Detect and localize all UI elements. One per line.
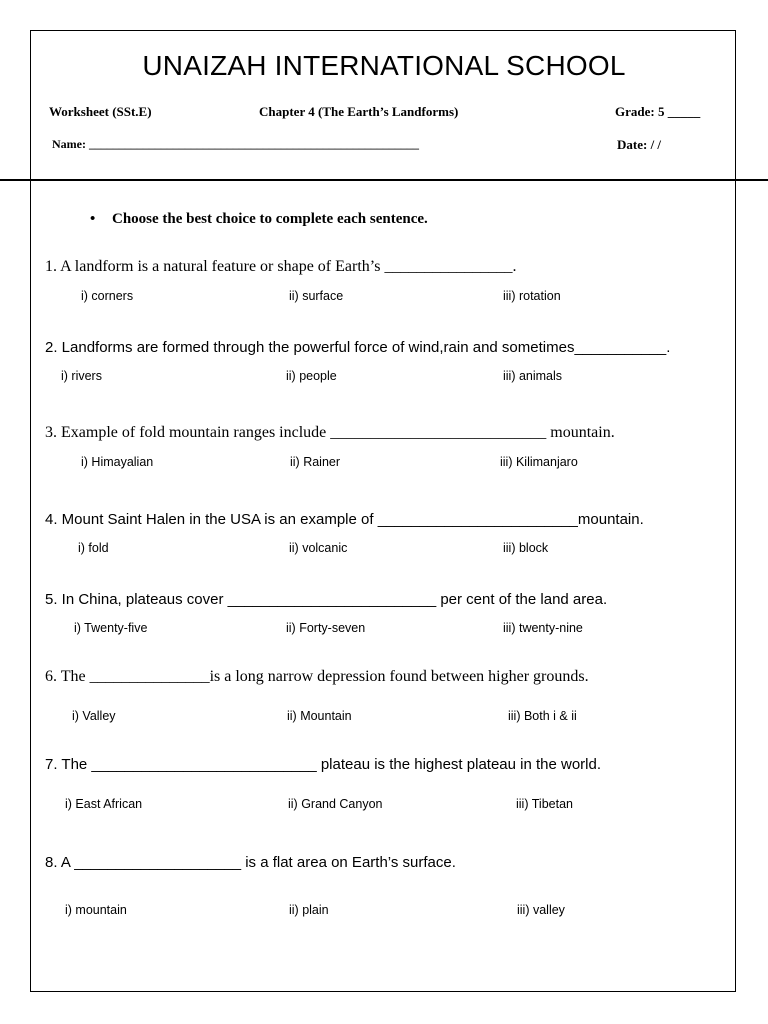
q4-option-1: i) fold [78, 541, 109, 555]
q1-option-3: iii) rotation [503, 289, 561, 303]
q6-option-3: iii) Both i & ii [508, 709, 577, 723]
q6-option-2: ii) Mountain [287, 709, 352, 723]
date-field: Date: / / [617, 137, 662, 152]
q8-option-1: i) mountain [65, 903, 127, 917]
bullet-icon: • [90, 211, 96, 227]
q2-option-1: i) rivers [61, 369, 102, 383]
instruction-text: Choose the best choice to complete each sentence. [112, 211, 428, 227]
q4-option-2: ii) volcanic [289, 541, 348, 555]
q8-option-2: ii) plain [289, 903, 329, 917]
q1-option-1: i) corners [81, 289, 134, 303]
q3-option-2: ii) Rainer [290, 455, 341, 469]
q2-option-3: iii) animals [503, 369, 563, 383]
question-7: 7. The ___________________________ plateau is the highest plateau in the world. [45, 756, 602, 773]
q7-option-1: i) East African [65, 797, 143, 811]
instruction [90, 211, 428, 228]
question-8: 8. A ____________________ is a flat area on Earth’s surface. [45, 854, 456, 871]
q7-option-2: ii) Grand Canyon [288, 797, 383, 811]
q2-option-2: ii) people [286, 369, 337, 383]
question-3: 3. Example of fold mountain ranges include ___________________________ mountain. [45, 424, 615, 441]
question-5: 5. In China, plateaus cover _________________________ per cent of the land area. [45, 591, 608, 608]
q3-option-1: i) Himayalian [81, 455, 154, 469]
q8-option-3: iii) valley [517, 903, 565, 917]
header-divider [0, 179, 768, 181]
school-title: UNAIZAH INTERNATIONAL SCHOOL [142, 50, 626, 81]
question-4: 4. Mount Saint Halen in the USA is an example of ________________________mountain. [45, 511, 644, 528]
q3-option-3: iii) Kilimanjaro [500, 455, 578, 469]
grade-field: Grade: 5 _____ [615, 104, 701, 119]
q5-option-3: iii) twenty-nine [503, 621, 583, 635]
question-2: 2. Landforms are formed through the powerful force of wind,rain and sometimes___________. [45, 339, 671, 356]
q1-option-2: ii) surface [289, 289, 344, 303]
q5-option-1: i) Twenty-five [74, 621, 148, 635]
worksheet-label: Worksheet (SSt.E) [49, 104, 152, 119]
q4-option-3: iii) block [503, 541, 549, 555]
q7-option-3: iii) Tibetan [516, 797, 573, 811]
question-6: 6. The _______________is a long narrow depression found between higher grounds. [45, 668, 589, 685]
q6-option-1: i) Valley [72, 709, 116, 723]
chapter-label: Chapter 4 (The Earth’s Landforms) [259, 104, 459, 119]
question-1: 1. A landform is a natural feature or shape of Earth’s ________________. [45, 258, 517, 275]
name-field: Name: _______________________________________________________ [52, 137, 419, 151]
q5-option-2: ii) Forty-seven [286, 621, 366, 635]
